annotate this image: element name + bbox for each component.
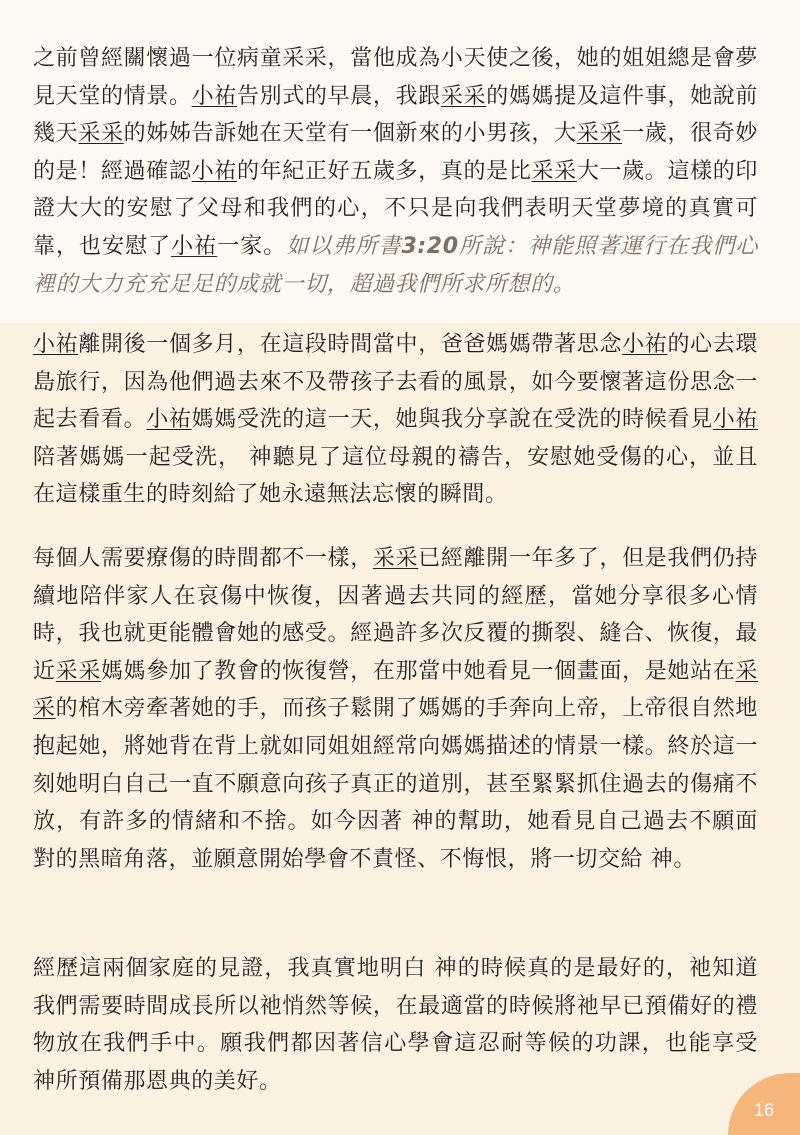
scripture-quote: 如以弗所書3:20所說：神能照著運行在我們心裡的大力充充足足的成就一切，超過我們所求所想的。: [33, 233, 758, 297]
name-caicai: 采采: [531, 158, 577, 184]
name-caicai: 采采: [78, 121, 124, 147]
name-xiaoyou: 小祐: [712, 407, 759, 433]
name-xiaoyou: 小祐: [191, 83, 237, 109]
name-caicai: 采采: [372, 546, 419, 571]
name-caicai: 采采: [55, 658, 101, 684]
paragraph-3: 每個人需要療傷的時間都不一樣，采采已經離開一年多了，但是我們仍持續地陪伴家人在哀傷中恢復，因著過去共同的經歷，當她分享很多心情時，我也就更能體會她的感受。經過許多次反覆的撕裂、縫合、恢復，最近采采媽媽參加了教會的恢復營，在那當中她看見一個畫面，是她站在采采的棺木旁牽著她的手，而孩子鬆開了媽媽的手奔向上帝，上帝很自然地抱起她，將她背在背上就如同姐姐經常向媽媽描述的情景一樣。終於這一刻她明白自己一直不願意向孩子真正的道別，甚至緊緊抓住過去的傷痛不放，有許多的情緒和不捨。如今因著 神的幫助，她看見自己過去不願面對的黑暗角落，並願意開始學會不責怪、不悔恨，將一切交給 神。: [33, 546, 759, 872]
name-caicai: 采采: [33, 658, 759, 722]
name-xiaoyou: 小祐: [33, 332, 79, 357]
name-xiaoyou: 小祐: [622, 332, 668, 357]
paragraph-2: 小祐離開後一個多月，在這段時間當中，爸爸媽媽帶著思念小祐的心去環島旅行，因為他們過去來不及帶孩子去看的風景，如今要懷著這份思念一起去看看。小祐媽媽受洗的這一天，她與我分享說在受洗的時候看見小祐陪著媽媽一起受洗， 神聽見了這位母親的禱告，安慰她受傷的心，並且在這樣重生的時刻給了她永遠無法忘懷的瞬間。: [33, 332, 759, 508]
name-xiaoyou: 小祐: [191, 158, 237, 184]
page-number: 16: [753, 1100, 774, 1120]
name-xiaoyou: 小祐: [171, 233, 218, 259]
name-caicai: 采采: [440, 83, 487, 109]
paragraph-1: 之前曾經關懷過一位病童采采，當他成為小天使之後，她的姐姐總是會夢見天堂的情景。小祐告別式的早晨，我跟采采的媽媽提及這件事，她說前幾天采采的姊姊告訴她在天堂有一個新來的小男孩，大采采一歲，很奇妙的是！經過確認小祐的年紀正好五歲多，真的是比采采大一歲。這樣的印證大大的安慰了父母和我們的心，不只是向我們表明天堂夢境的真實可靠，也安慰了小祐一家。如以弗所書3:20所說：神能照著運行在我們心裡的大力充充足足的成就一切，超過我們所求所想的。: [33, 46, 759, 297]
name-xiaoyou: 小祐: [146, 407, 192, 433]
scripture-reference: 3:20: [401, 233, 459, 259]
name-caicai: 采采: [576, 121, 623, 147]
paragraph-4: 經歷這兩個家庭的見證，我真實地明白 神的時候真的是最好的，祂知道我們需要時間成長所以祂悄然等候，在最適當的時候將祂早已預備好的禮物放在我們手中。願我們都因著信心學會這忍耐等候的功課，也能享受 神所預備那恩典的美好。: [33, 956, 758, 1094]
